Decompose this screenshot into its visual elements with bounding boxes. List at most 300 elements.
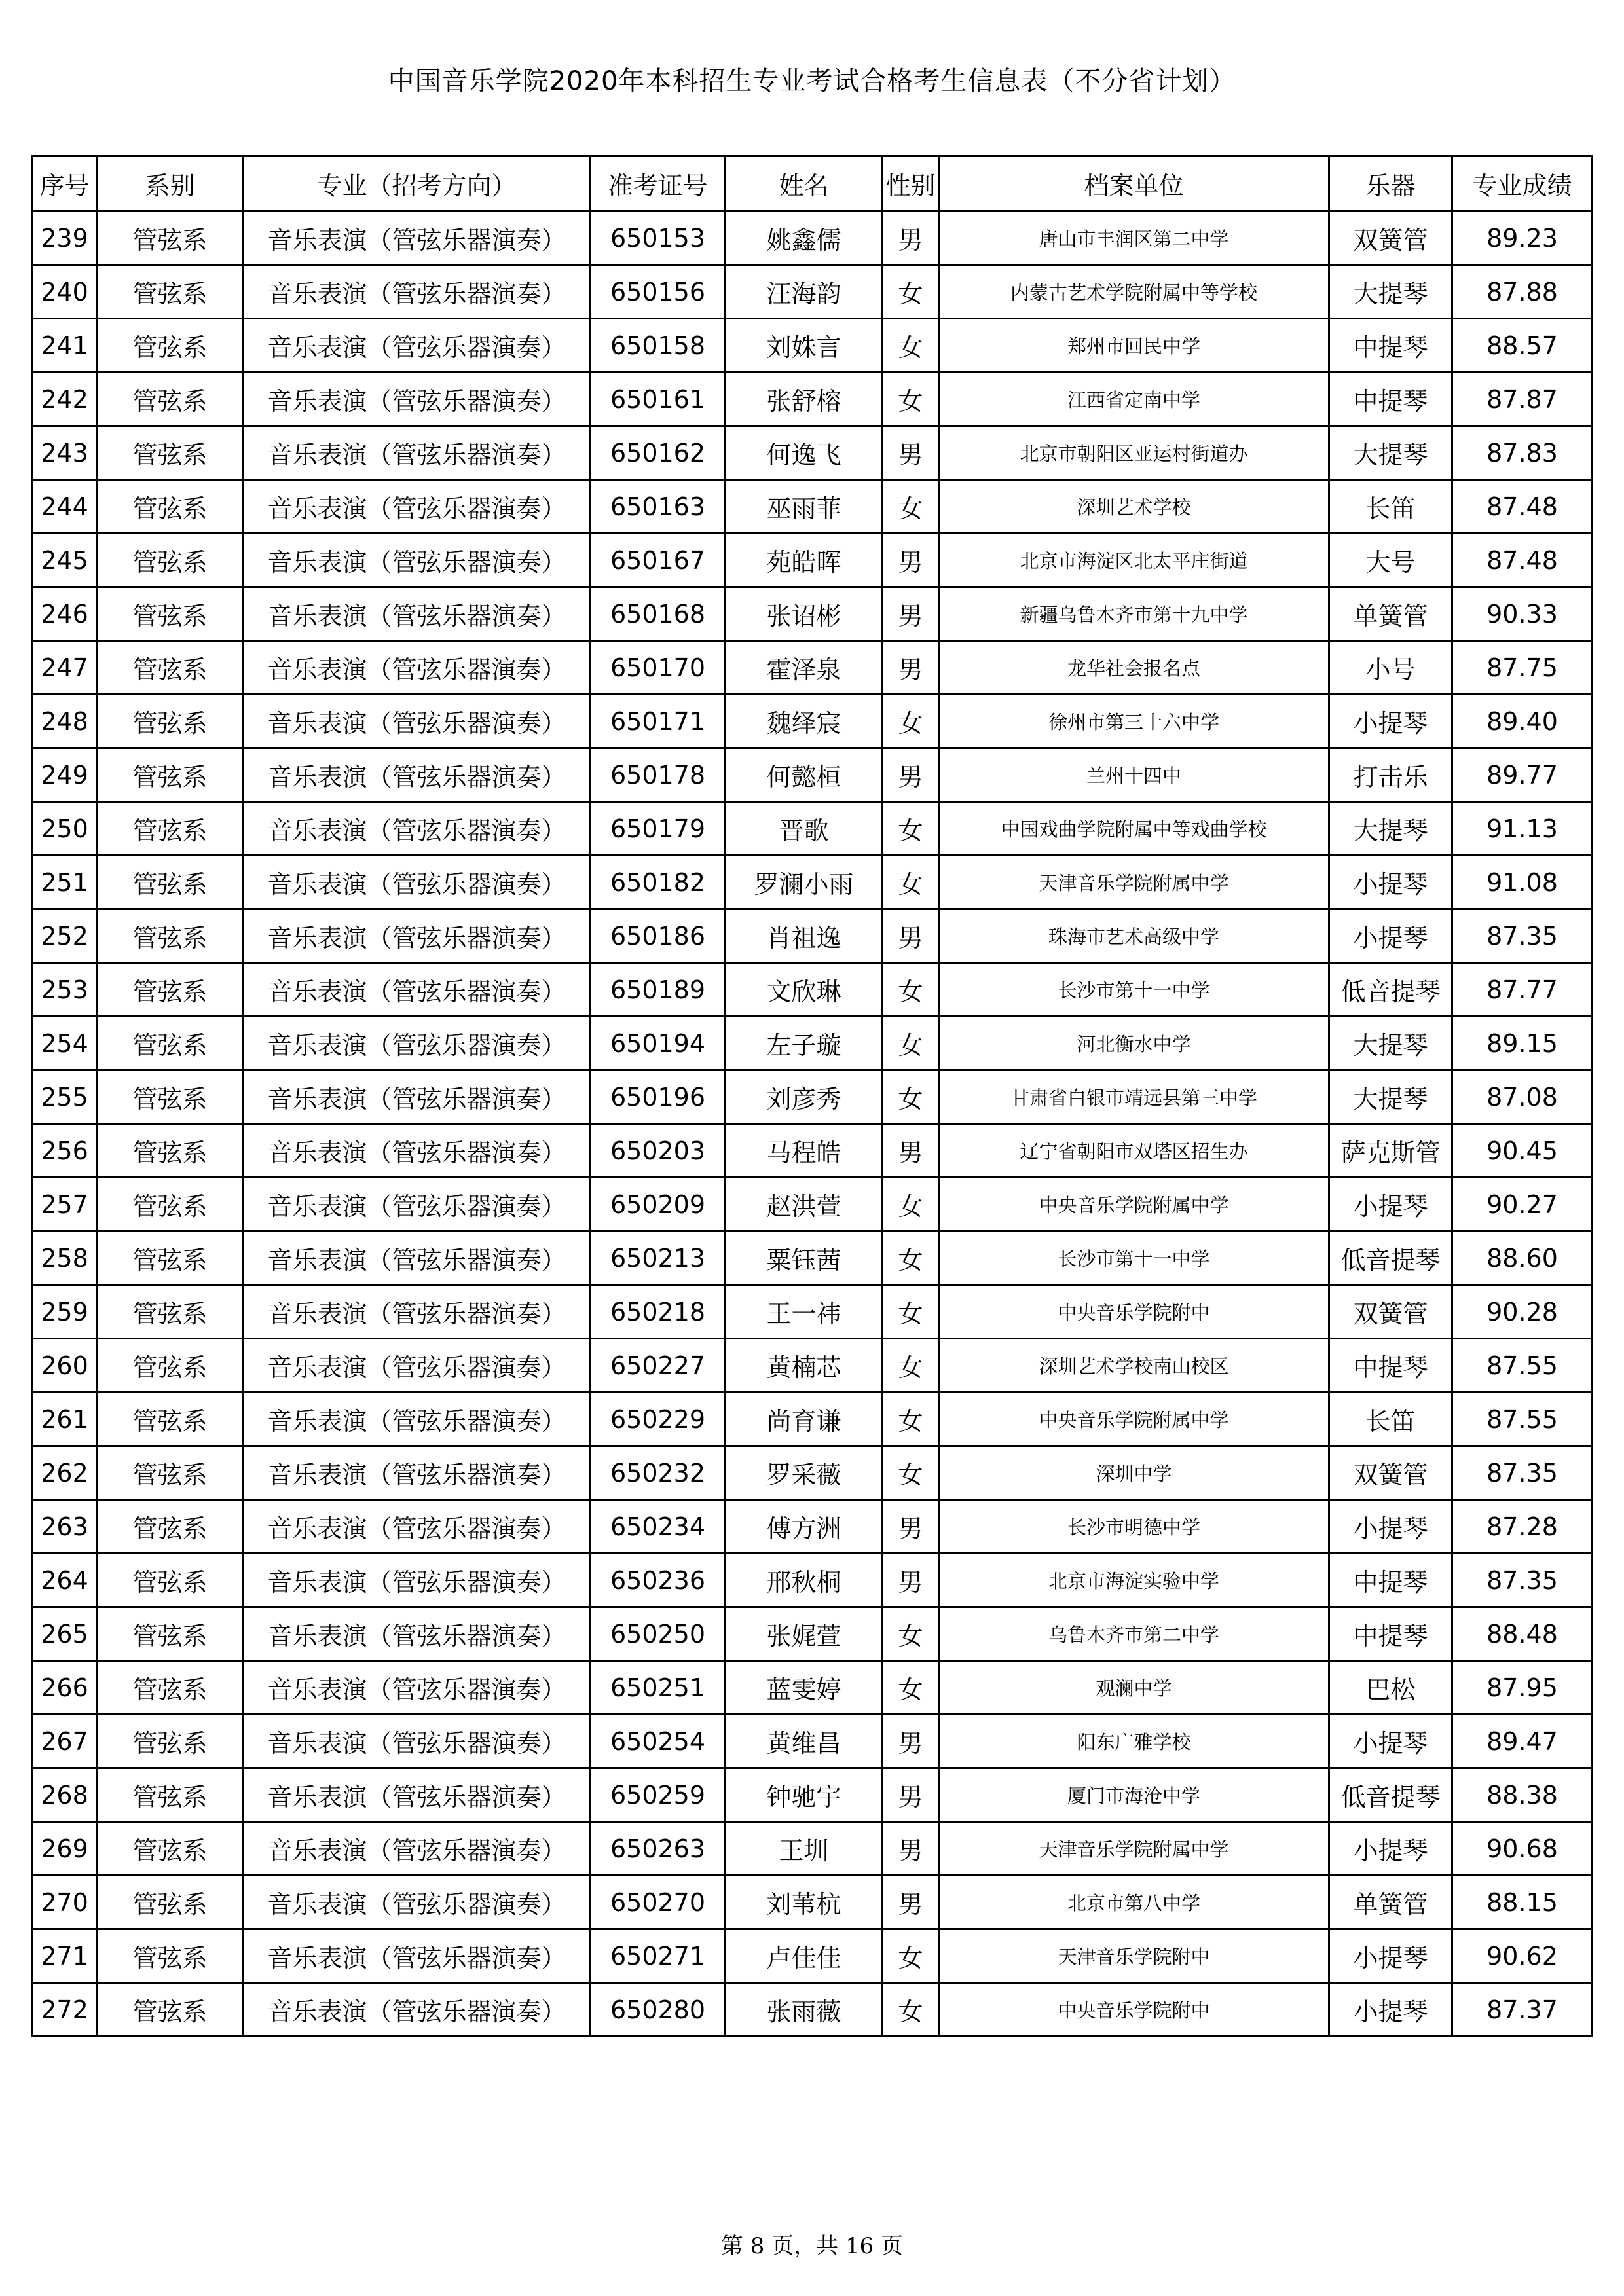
table-row: [33, 1661, 1593, 1715]
table-row: [33, 1285, 1593, 1339]
table-row: [33, 265, 1593, 319]
cell-archive-unit: 甘肃省白银市靖远县第三中学: [939, 1070, 1329, 1124]
cell-ticket-number: 650189: [591, 963, 726, 1017]
cell-ticket-number: 650168: [591, 587, 726, 641]
cell-major: 音乐表演（管弦乐器演奏）: [244, 1715, 591, 1768]
cell-index: 255: [33, 1070, 97, 1124]
cell-name: 张舒榕: [726, 373, 883, 426]
cell-score: 87.28: [1452, 1500, 1593, 1554]
cell-archive-unit: 中央音乐学院附中: [939, 1285, 1329, 1339]
cell-name: 傅方洲: [726, 1500, 883, 1554]
cell-ticket-number: 650194: [591, 1017, 726, 1070]
cell-ticket-number: 650234: [591, 1500, 726, 1554]
cell-name: 何逸飞: [726, 426, 883, 480]
cell-index: 244: [33, 480, 97, 534]
cell-name: 苑皓晖: [726, 534, 883, 587]
cell-index: 260: [33, 1339, 97, 1393]
cell-index: 272: [33, 1983, 97, 2037]
cell-index: 269: [33, 1822, 97, 1876]
cell-department: 管弦系: [97, 587, 244, 641]
cell-name: 尚育谦: [726, 1393, 883, 1446]
cell-major: 音乐表演（管弦乐器演奏）: [244, 480, 591, 534]
cell-name: 刘彦秀: [726, 1070, 883, 1124]
table-row: [33, 1017, 1593, 1070]
cell-ticket-number: 650280: [591, 1983, 726, 2037]
cell-instrument: 小提琴: [1329, 1715, 1452, 1768]
cell-score: 87.95: [1452, 1661, 1593, 1715]
cell-gender: 男: [883, 426, 939, 480]
cell-department: 管弦系: [97, 963, 244, 1017]
cell-name: 罗澜小雨: [726, 856, 883, 909]
cell-ticket-number: 650162: [591, 426, 726, 480]
cell-ticket-number: 650186: [591, 909, 726, 963]
cell-ticket-number: 650156: [591, 265, 726, 319]
cell-department: 管弦系: [97, 1607, 244, 1661]
cell-index: 262: [33, 1446, 97, 1500]
table-row: [33, 856, 1593, 909]
cell-ticket-number: 650254: [591, 1715, 726, 1768]
cell-department: 管弦系: [97, 426, 244, 480]
cell-score: 87.55: [1452, 1339, 1593, 1393]
cell-score: 91.13: [1452, 802, 1593, 856]
cell-ticket-number: 650153: [591, 211, 726, 265]
cell-index: 245: [33, 534, 97, 587]
cell-name: 巫雨菲: [726, 480, 883, 534]
cell-instrument: 低音提琴: [1329, 1231, 1452, 1285]
cell-index: 241: [33, 319, 97, 373]
cell-major: 音乐表演（管弦乐器演奏）: [244, 1017, 591, 1070]
cell-archive-unit: 北京市海淀区北太平庄街道: [939, 534, 1329, 587]
cell-archive-unit: 龙华社会报名点: [939, 641, 1329, 695]
cell-gender: 女: [883, 1607, 939, 1661]
cell-department: 管弦系: [97, 1983, 244, 2037]
header-instrument: 乐器: [1329, 156, 1452, 211]
cell-score: 88.38: [1452, 1768, 1593, 1822]
cell-archive-unit: 中国戏曲学院附属中等戏曲学校: [939, 802, 1329, 856]
cell-score: 87.55: [1452, 1393, 1593, 1446]
cell-score: 89.77: [1452, 748, 1593, 802]
cell-index: 263: [33, 1500, 97, 1554]
cell-major: 音乐表演（管弦乐器演奏）: [244, 1393, 591, 1446]
cell-major: 音乐表演（管弦乐器演奏）: [244, 1607, 591, 1661]
cell-major: 音乐表演（管弦乐器演奏）: [244, 265, 591, 319]
table-row: [33, 1929, 1593, 1983]
cell-ticket-number: 650263: [591, 1822, 726, 1876]
cell-archive-unit: 中央音乐学院附属中学: [939, 1393, 1329, 1446]
cell-name: 粟钰茜: [726, 1231, 883, 1285]
cell-ticket-number: 650213: [591, 1231, 726, 1285]
table-row: [33, 1715, 1593, 1768]
header-name: 姓名: [726, 156, 883, 211]
table-row: [33, 802, 1593, 856]
cell-name: 蓝雯婷: [726, 1661, 883, 1715]
cell-name: 钟驰宇: [726, 1768, 883, 1822]
table-row: [33, 587, 1593, 641]
cell-department: 管弦系: [97, 1017, 244, 1070]
cell-name: 魏绎宸: [726, 695, 883, 748]
cell-gender: 女: [883, 1661, 939, 1715]
cell-archive-unit: 唐山市丰润区第二中学: [939, 211, 1329, 265]
cell-gender: 女: [883, 963, 939, 1017]
cell-name: 黄楠芯: [726, 1339, 883, 1393]
cell-index: 261: [33, 1393, 97, 1446]
cell-instrument: 大号: [1329, 534, 1452, 587]
cell-major: 音乐表演（管弦乐器演奏）: [244, 534, 591, 587]
cell-department: 管弦系: [97, 1231, 244, 1285]
cell-name: 晋歌: [726, 802, 883, 856]
cell-instrument: 大提琴: [1329, 1017, 1452, 1070]
cell-gender: 男: [883, 1554, 939, 1607]
cell-instrument: 萨克斯管: [1329, 1124, 1452, 1178]
cell-gender: 男: [883, 211, 939, 265]
cell-index: 256: [33, 1124, 97, 1178]
cell-ticket-number: 650170: [591, 641, 726, 695]
cell-name: 卢佳佳: [726, 1929, 883, 1983]
cell-gender: 男: [883, 1124, 939, 1178]
cell-index: 259: [33, 1285, 97, 1339]
cell-instrument: 长笛: [1329, 480, 1452, 534]
cell-ticket-number: 650271: [591, 1929, 726, 1983]
cell-index: 258: [33, 1231, 97, 1285]
cell-gender: 女: [883, 695, 939, 748]
cell-ticket-number: 650232: [591, 1446, 726, 1500]
table-row: [33, 534, 1593, 587]
cell-index: 248: [33, 695, 97, 748]
cell-department: 管弦系: [97, 1822, 244, 1876]
cell-name: 张雨薇: [726, 1983, 883, 2037]
cell-score: 89.40: [1452, 695, 1593, 748]
table-row: [33, 963, 1593, 1017]
cell-instrument: 中提琴: [1329, 373, 1452, 426]
cell-index: 265: [33, 1607, 97, 1661]
cell-ticket-number: 650227: [591, 1339, 726, 1393]
cell-index: 271: [33, 1929, 97, 1983]
cell-department: 管弦系: [97, 1339, 244, 1393]
cell-ticket-number: 650179: [591, 802, 726, 856]
cell-score: 87.48: [1452, 534, 1593, 587]
cell-major: 音乐表演（管弦乐器演奏）: [244, 909, 591, 963]
cell-instrument: 打击乐: [1329, 748, 1452, 802]
cell-archive-unit: 天津音乐学院附属中学: [939, 1822, 1329, 1876]
cell-gender: 女: [883, 1929, 939, 1983]
table-row: [33, 1607, 1593, 1661]
cell-score: 90.33: [1452, 587, 1593, 641]
cell-gender: 男: [883, 1822, 939, 1876]
cell-gender: 女: [883, 1393, 939, 1446]
header-ticket-number: 准考证号: [591, 156, 726, 211]
cell-name: 罗采薇: [726, 1446, 883, 1500]
cell-ticket-number: 650203: [591, 1124, 726, 1178]
cell-instrument: 小提琴: [1329, 1500, 1452, 1554]
cell-gender: 女: [883, 856, 939, 909]
table-row: [33, 748, 1593, 802]
table-row: [33, 480, 1593, 534]
cell-department: 管弦系: [97, 1393, 244, 1446]
cell-gender: 女: [883, 1231, 939, 1285]
cell-gender: 男: [883, 1876, 939, 1929]
cell-score: 88.57: [1452, 319, 1593, 373]
cell-gender: 男: [883, 909, 939, 963]
cell-instrument: 双簧管: [1329, 211, 1452, 265]
cell-gender: 女: [883, 802, 939, 856]
cell-score: 87.08: [1452, 1070, 1593, 1124]
cell-score: 89.47: [1452, 1715, 1593, 1768]
table-row: [33, 1983, 1593, 2037]
cell-index: 268: [33, 1768, 97, 1822]
cell-gender: 女: [883, 1285, 939, 1339]
cell-instrument: 双簧管: [1329, 1446, 1452, 1500]
page-footer: 第 8 页，共 16 页: [720, 2233, 904, 2259]
cell-name: 张诏彬: [726, 587, 883, 641]
cell-department: 管弦系: [97, 1876, 244, 1929]
cell-instrument: 大提琴: [1329, 802, 1452, 856]
table-row: [33, 1500, 1593, 1554]
cell-major: 音乐表演（管弦乐器演奏）: [244, 1554, 591, 1607]
cell-name: 姚鑫儒: [726, 211, 883, 265]
table-row: [33, 1822, 1593, 1876]
cell-archive-unit: 天津音乐学院附中: [939, 1929, 1329, 1983]
cell-score: 90.27: [1452, 1178, 1593, 1231]
cell-department: 管弦系: [97, 641, 244, 695]
header-department: 系别: [97, 156, 244, 211]
cell-instrument: 巴松: [1329, 1661, 1452, 1715]
cell-gender: 女: [883, 373, 939, 426]
cell-department: 管弦系: [97, 909, 244, 963]
table-body: [33, 211, 1593, 2037]
cell-ticket-number: 650250: [591, 1607, 726, 1661]
cell-score: 90.28: [1452, 1285, 1593, 1339]
cell-name: 何懿桓: [726, 748, 883, 802]
cell-department: 管弦系: [97, 265, 244, 319]
table-row: [33, 319, 1593, 373]
cell-instrument: 小号: [1329, 641, 1452, 695]
cell-ticket-number: 650167: [591, 534, 726, 587]
cell-name: 王圳: [726, 1822, 883, 1876]
header-archive-unit: 档案单位: [939, 156, 1329, 211]
cell-department: 管弦系: [97, 211, 244, 265]
cell-score: 91.08: [1452, 856, 1593, 909]
table-row: [33, 1124, 1593, 1178]
cell-instrument: 大提琴: [1329, 1070, 1452, 1124]
cell-gender: 女: [883, 1446, 939, 1500]
cell-index: 239: [33, 211, 97, 265]
cell-major: 音乐表演（管弦乐器演奏）: [244, 1500, 591, 1554]
table-row: [33, 1768, 1593, 1822]
cell-instrument: 低音提琴: [1329, 963, 1452, 1017]
cell-major: 音乐表演（管弦乐器演奏）: [244, 856, 591, 909]
table-row: [33, 695, 1593, 748]
cell-major: 音乐表演（管弦乐器演奏）: [244, 1070, 591, 1124]
cell-gender: 女: [883, 480, 939, 534]
cell-ticket-number: 650236: [591, 1554, 726, 1607]
cell-score: 87.35: [1452, 1554, 1593, 1607]
cell-department: 管弦系: [97, 1661, 244, 1715]
cell-instrument: 小提琴: [1329, 856, 1452, 909]
table-row: [33, 1393, 1593, 1446]
cell-gender: 男: [883, 748, 939, 802]
cell-name: 左子璇: [726, 1017, 883, 1070]
cell-archive-unit: 天津音乐学院附属中学: [939, 856, 1329, 909]
table-row: [33, 373, 1593, 426]
cell-name: 霍泽泉: [726, 641, 883, 695]
cell-gender: 女: [883, 319, 939, 373]
cell-archive-unit: 长沙市第十一中学: [939, 1231, 1329, 1285]
cell-archive-unit: 厦门市海沧中学: [939, 1768, 1329, 1822]
cell-name: 马程皓: [726, 1124, 883, 1178]
cell-department: 管弦系: [97, 1124, 244, 1178]
cell-archive-unit: 深圳艺术学校南山校区: [939, 1339, 1329, 1393]
cell-department: 管弦系: [97, 480, 244, 534]
cell-instrument: 中提琴: [1329, 1554, 1452, 1607]
header-major: 专业（招考方向）: [244, 156, 591, 211]
cell-instrument: 小提琴: [1329, 1929, 1452, 1983]
cell-score: 89.15: [1452, 1017, 1593, 1070]
cell-instrument: 小提琴: [1329, 1178, 1452, 1231]
cell-score: 87.35: [1452, 909, 1593, 963]
cell-instrument: 单簧管: [1329, 1876, 1452, 1929]
cell-department: 管弦系: [97, 1446, 244, 1500]
cell-gender: 女: [883, 1070, 939, 1124]
cell-index: 264: [33, 1554, 97, 1607]
cell-ticket-number: 650178: [591, 748, 726, 802]
cell-index: 267: [33, 1715, 97, 1768]
cell-gender: 女: [883, 1178, 939, 1231]
cell-ticket-number: 650229: [591, 1393, 726, 1446]
cell-score: 88.15: [1452, 1876, 1593, 1929]
cell-instrument: 中提琴: [1329, 1607, 1452, 1661]
cell-major: 音乐表演（管弦乐器演奏）: [244, 1178, 591, 1231]
cell-gender: 女: [883, 1983, 939, 2037]
table-row: [33, 1178, 1593, 1231]
cell-department: 管弦系: [97, 802, 244, 856]
cell-score: 87.35: [1452, 1446, 1593, 1500]
page-title: 中国音乐学院2020年本科招生专业考试合格考生信息表（不分省计划）: [388, 66, 1236, 96]
cell-archive-unit: 江西省定南中学: [939, 373, 1329, 426]
cell-gender: 男: [883, 534, 939, 587]
cell-archive-unit: 北京市海淀实验中学: [939, 1554, 1329, 1607]
cell-archive-unit: 深圳艺术学校: [939, 480, 1329, 534]
cell-archive-unit: 长沙市明德中学: [939, 1500, 1329, 1554]
cell-ticket-number: 650171: [591, 695, 726, 748]
cell-major: 音乐表演（管弦乐器演奏）: [244, 1285, 591, 1339]
cell-index: 251: [33, 856, 97, 909]
cell-archive-unit: 长沙市第十一中学: [939, 963, 1329, 1017]
table-row: [33, 426, 1593, 480]
cell-major: 音乐表演（管弦乐器演奏）: [244, 587, 591, 641]
cell-archive-unit: 观澜中学: [939, 1661, 1329, 1715]
table-header-row: [33, 156, 1593, 211]
cell-department: 管弦系: [97, 319, 244, 373]
cell-index: 254: [33, 1017, 97, 1070]
cell-major: 音乐表演（管弦乐器演奏）: [244, 1876, 591, 1929]
cell-name: 汪海韵: [726, 265, 883, 319]
cell-score: 87.48: [1452, 480, 1593, 534]
cell-score: 87.83: [1452, 426, 1593, 480]
cell-archive-unit: 北京市第八中学: [939, 1876, 1329, 1929]
cell-instrument: 小提琴: [1329, 695, 1452, 748]
cell-gender: 女: [883, 265, 939, 319]
cell-instrument: 小提琴: [1329, 1822, 1452, 1876]
cell-archive-unit: 中央音乐学院附属中学: [939, 1178, 1329, 1231]
cell-archive-unit: 兰州十四中: [939, 748, 1329, 802]
cell-major: 音乐表演（管弦乐器演奏）: [244, 963, 591, 1017]
cell-score: 88.48: [1452, 1607, 1593, 1661]
cell-major: 音乐表演（管弦乐器演奏）: [244, 748, 591, 802]
cell-archive-unit: 中央音乐学院附中: [939, 1983, 1329, 2037]
cell-major: 音乐表演（管弦乐器演奏）: [244, 319, 591, 373]
cell-major: 音乐表演（管弦乐器演奏）: [244, 1339, 591, 1393]
cell-archive-unit: 深圳中学: [939, 1446, 1329, 1500]
cell-index: 266: [33, 1661, 97, 1715]
cell-major: 音乐表演（管弦乐器演奏）: [244, 802, 591, 856]
cell-archive-unit: 郑州市回民中学: [939, 319, 1329, 373]
cell-name: 赵洪萱: [726, 1178, 883, 1231]
cell-gender: 男: [883, 641, 939, 695]
cell-score: 87.75: [1452, 641, 1593, 695]
cell-instrument: 中提琴: [1329, 319, 1452, 373]
cell-instrument: 大提琴: [1329, 426, 1452, 480]
cell-score: 87.37: [1452, 1983, 1593, 2037]
cell-score: 87.88: [1452, 265, 1593, 319]
cell-instrument: 双簧管: [1329, 1285, 1452, 1339]
cell-name: 肖祖逸: [726, 909, 883, 963]
cell-department: 管弦系: [97, 1715, 244, 1768]
cell-gender: 男: [883, 1500, 939, 1554]
cell-index: 257: [33, 1178, 97, 1231]
cell-department: 管弦系: [97, 534, 244, 587]
cell-index: 270: [33, 1876, 97, 1929]
candidate-table: [31, 155, 1593, 2037]
cell-major: 音乐表演（管弦乐器演奏）: [244, 1822, 591, 1876]
cell-name: 王一祎: [726, 1285, 883, 1339]
cell-gender: 男: [883, 1715, 939, 1768]
cell-department: 管弦系: [97, 1500, 244, 1554]
cell-score: 90.62: [1452, 1929, 1593, 1983]
cell-score: 90.45: [1452, 1124, 1593, 1178]
cell-archive-unit: 新疆乌鲁木齐市第十九中学: [939, 587, 1329, 641]
cell-archive-unit: 乌鲁木齐市第二中学: [939, 1607, 1329, 1661]
cell-instrument: 大提琴: [1329, 265, 1452, 319]
cell-score: 89.23: [1452, 211, 1593, 265]
cell-index: 243: [33, 426, 97, 480]
cell-department: 管弦系: [97, 748, 244, 802]
cell-index: 247: [33, 641, 97, 695]
cell-score: 87.77: [1452, 963, 1593, 1017]
cell-instrument: 单簧管: [1329, 587, 1452, 641]
cell-index: 253: [33, 963, 97, 1017]
cell-index: 250: [33, 802, 97, 856]
cell-archive-unit: 珠海市艺术高级中学: [939, 909, 1329, 963]
cell-major: 音乐表演（管弦乐器演奏）: [244, 1768, 591, 1822]
cell-major: 音乐表演（管弦乐器演奏）: [244, 1446, 591, 1500]
cell-index: 252: [33, 909, 97, 963]
cell-name: 张娓萱: [726, 1607, 883, 1661]
cell-index: 242: [33, 373, 97, 426]
cell-archive-unit: 阳东广雅学校: [939, 1715, 1329, 1768]
cell-archive-unit: 内蒙古艺术学院附属中等学校: [939, 265, 1329, 319]
cell-major: 音乐表演（管弦乐器演奏）: [244, 1929, 591, 1983]
cell-department: 管弦系: [97, 1178, 244, 1231]
header-score: 专业成绩: [1452, 156, 1593, 211]
table-row: [33, 1554, 1593, 1607]
cell-ticket-number: 650218: [591, 1285, 726, 1339]
cell-major: 音乐表演（管弦乐器演奏）: [244, 211, 591, 265]
cell-index: 246: [33, 587, 97, 641]
cell-major: 音乐表演（管弦乐器演奏）: [244, 695, 591, 748]
cell-instrument: 小提琴: [1329, 1983, 1452, 2037]
cell-major: 音乐表演（管弦乐器演奏）: [244, 641, 591, 695]
cell-ticket-number: 650163: [591, 480, 726, 534]
